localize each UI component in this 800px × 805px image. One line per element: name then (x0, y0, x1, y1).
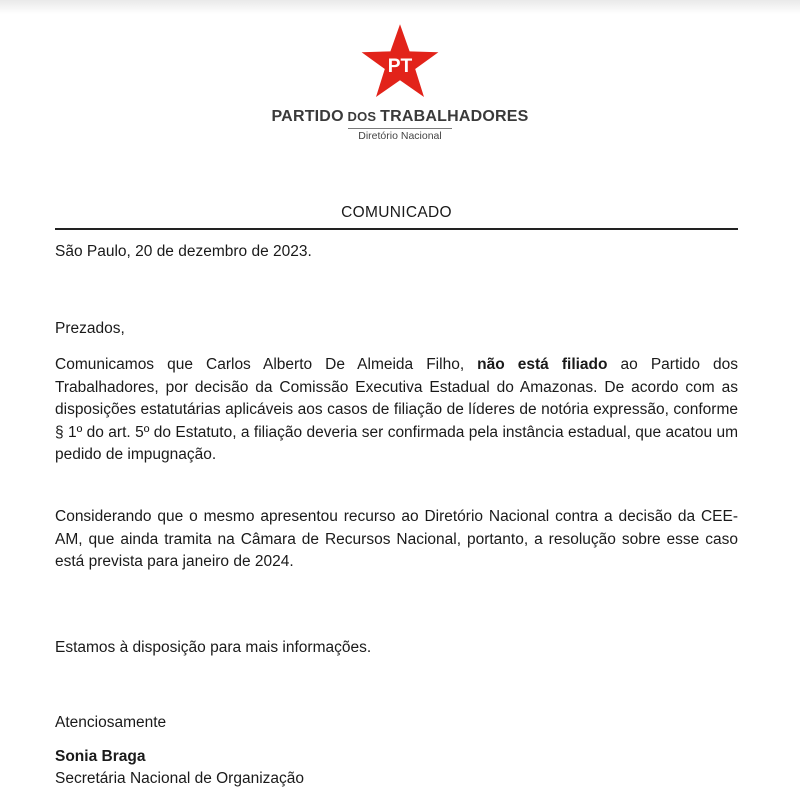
party-logo (0, 22, 800, 144)
paragraph-1-bold: não está filiado (477, 356, 608, 373)
greeting: Prezados, (55, 320, 125, 337)
paragraph-1-end: ao Partido dos Trabalhadores, por decisão da Comissão Executiva Estadual do Amazonas. De acordo com as disposições estatutárias aplicáveis aos casos de filiação de líderes de notória expressão, conforme § 1º do art. 5º do Estatuto, a filiação deveria ser confirmada pela instância estadual, que acatou um pedido de impugnação. (55, 356, 738, 463)
party-name-third: TRABALHADORES (380, 108, 529, 125)
paragraph-2: Considerando que o mesmo apresentou recurso ao Diretório Nacional contra a decisão da CEE-AM, que ainda tramita na Câmara de Recursos Nacional, portanto, a resolução sobre esse caso está prevista para janeiro de 2024. (55, 508, 738, 570)
closing-line: Estamos à disposição para mais informações. (55, 639, 372, 656)
party-name-first: PARTIDO (271, 108, 344, 125)
regards: Atenciosamente (55, 714, 167, 731)
star-logo-icon (360, 22, 440, 100)
signer-role: Secretária Nacional de Organização (55, 770, 304, 787)
top-shade (0, 0, 800, 14)
party-subtitle: Diretório Nacional (348, 128, 451, 142)
document-date: São Paulo, 20 de dezembro de 2023. (55, 243, 312, 260)
paragraph-1-start: Comunicamos que Carlos Alberto De Almeida Filho, (55, 356, 478, 373)
logo-text: PT (387, 56, 413, 78)
party-name (0, 108, 800, 126)
paragraph-1 (55, 354, 738, 467)
party-name-second: DOS (347, 109, 377, 124)
document-title: COMUNICADO (55, 204, 738, 230)
signer-name: Sonia Braga (55, 748, 146, 765)
